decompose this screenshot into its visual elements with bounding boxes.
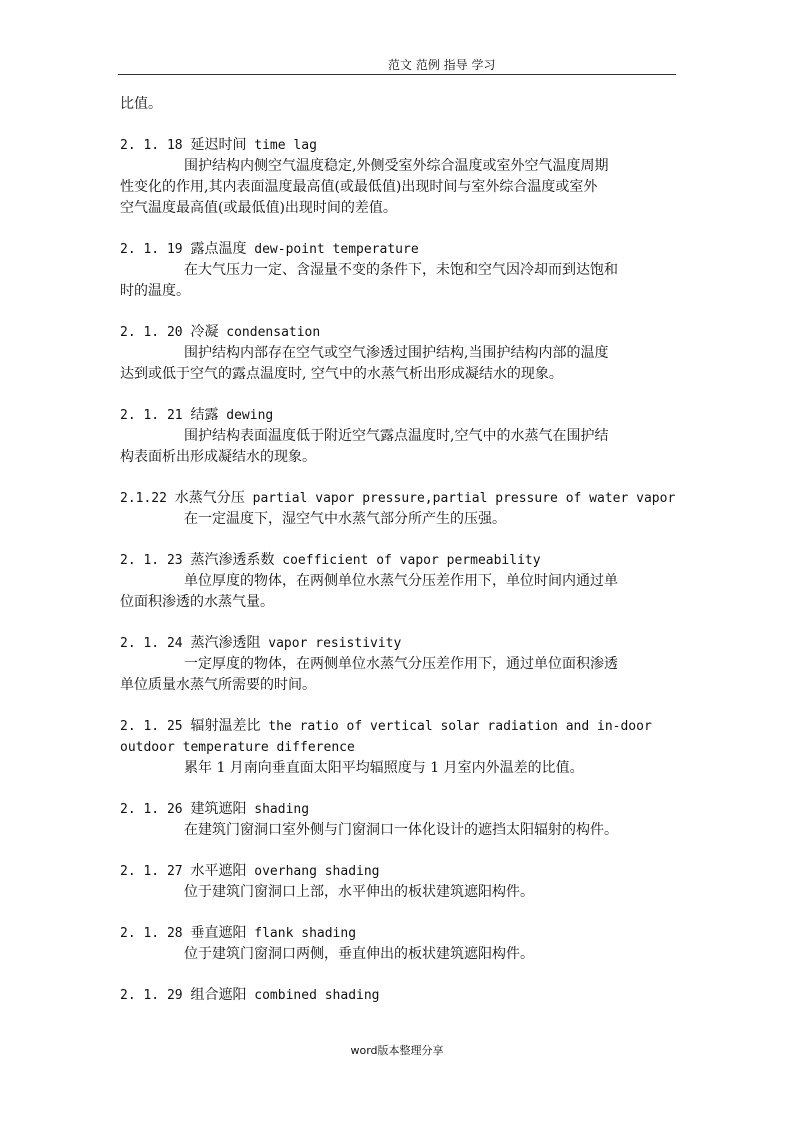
page-header (118, 56, 676, 75)
term-chinese: 结露 (190, 407, 219, 423)
lead-text: 比值。 (120, 96, 162, 112)
term-heading (120, 488, 705, 509)
definition-line: 单位质量水蒸气所需要的时间。 (120, 677, 316, 693)
spacer (120, 385, 705, 405)
term-number: 2. 1. 23 (120, 553, 183, 568)
term-number: 2. 1. 18 (120, 138, 183, 153)
term-heading (120, 550, 705, 571)
term-heading (120, 322, 705, 343)
term-english-continued: outdoor temperature difference (120, 740, 355, 755)
term-english: combined shading (254, 988, 380, 1003)
definition-line: 达到或低于空气的露点温度时, 空气中的水蒸气析出形成凝结水的现象。 (120, 366, 563, 382)
definition-line: 空气温度最高值(或最低值)出现时间的差值。 (120, 200, 397, 216)
spacer (120, 302, 705, 322)
term-english: coefficient of vapor permeability (282, 553, 541, 568)
definition-line: 在大气压力一定、含湿量不变的条件下，未饱和空气因冷却而到达饱和 (184, 262, 618, 278)
term-english: time lag (254, 138, 317, 153)
term-chinese: 蒸汽渗透阻 (190, 635, 261, 651)
term-heading (120, 799, 705, 820)
term-number: 2.1.22 (120, 491, 167, 506)
term-number: 2. 1. 29 (120, 988, 183, 1003)
definition-line: 单位厚度的物体，在两侧单位水蒸气分压差作用下，单位时间内通过单 (184, 573, 618, 589)
term-chinese: 辐射温差比 (190, 718, 261, 734)
spacer (120, 903, 705, 923)
term-number: 2. 1. 20 (120, 325, 183, 340)
spacer (120, 115, 705, 135)
spacer (120, 613, 705, 633)
definition-line: 位于建筑门窗洞口上部，水平伸出的板状建筑遮阳构件。 (184, 884, 534, 900)
definition-line: 围护结构内部存在空气或空气渗透过围护结构,当围护结构内部的温度 (184, 345, 609, 361)
term-number: 2. 1. 25 (120, 719, 183, 734)
definition-line: 围护结构表面温度低于附近空气露点温度时,空气中的水蒸气在围护结 (184, 428, 609, 444)
term-english: the ratio of vertical solar radiation and in-door (268, 719, 652, 734)
term-heading (120, 985, 705, 1006)
term-chinese: 蒸汽渗透系数 (190, 552, 275, 568)
term-number: 2. 1. 24 (120, 636, 183, 651)
term-number: 2. 1. 28 (120, 926, 183, 941)
definition-line: 构表面析出形成凝结水的现象。 (120, 449, 316, 465)
term-heading (120, 239, 705, 260)
definition-line: 位面积渗透的水蒸气量。 (120, 594, 274, 610)
term-number: 2. 1. 19 (120, 242, 183, 257)
spacer (120, 530, 705, 550)
term-number: 2. 1. 21 (120, 408, 183, 423)
spacer (120, 841, 705, 861)
spacer (120, 779, 705, 799)
term-heading (120, 923, 705, 944)
term-heading (120, 716, 705, 737)
term-english: vapor resistivity (268, 636, 402, 651)
term-chinese: 组合遮阳 (190, 987, 247, 1003)
spacer (120, 219, 705, 239)
term-chinese: 水蒸气分压 (174, 490, 245, 506)
term-english: flank shading (254, 926, 357, 941)
term-english: overhang shading (254, 864, 380, 879)
term-chinese: 延迟时间 (190, 137, 247, 153)
term-chinese: 建筑遮阳 (190, 801, 247, 817)
spacer (120, 468, 705, 488)
definition-line: 在建筑门窗洞口室外侧与门窗洞口一体化设计的遮挡太阳辐射的构件。 (184, 822, 618, 838)
term-number: 2. 1. 27 (120, 864, 183, 879)
spacer (120, 696, 705, 716)
term-heading (120, 405, 705, 426)
definition-line: 位于建筑门窗洞口两侧，垂直伸出的板状建筑遮阳构件。 (184, 946, 534, 962)
definition-line: 累年 1 月南向垂直面太阳平均辐照度与 1 月室内外温差的比值。 (184, 760, 584, 776)
definition-line: 时的温度。 (120, 283, 190, 299)
term-english: dew-point temperature (254, 242, 419, 257)
term-english: condensation (226, 325, 321, 340)
definition-line: 围护结构内侧空气温度稳定,外侧受室外综合温度或室外空气温度周期 (184, 158, 609, 174)
definition-line: 性变化的作用,其内表面温度最高值(或最低值)出现时间与室外综合温度或室外 (120, 179, 598, 195)
term-english: partial vapor pressure,partial pressure of water vapor (252, 491, 676, 506)
term-chinese: 冷凝 (190, 324, 219, 340)
header-text: 范文 范例 指导 学习 (388, 58, 496, 72)
term-chinese: 露点温度 (190, 241, 247, 257)
definition-line: 在一定温度下，湿空气中水蒸气部分所产生的压强。 (184, 511, 506, 527)
term-english: shading (254, 802, 310, 817)
term-number: 2. 1. 26 (120, 802, 183, 817)
term-heading (120, 633, 705, 654)
spacer (120, 965, 705, 985)
term-heading (120, 861, 705, 882)
term-chinese: 垂直遮阳 (190, 925, 247, 941)
term-heading (120, 135, 705, 156)
document-body (120, 94, 705, 1006)
definition-line: 一定厚度的物体，在两侧单位水蒸气分压差作用下，通过单位面积渗透 (184, 656, 618, 672)
term-chinese: 水平遮阳 (190, 863, 247, 879)
page-footer: word版本整理分享 (350, 1044, 444, 1057)
term-english: dewing (226, 408, 274, 423)
